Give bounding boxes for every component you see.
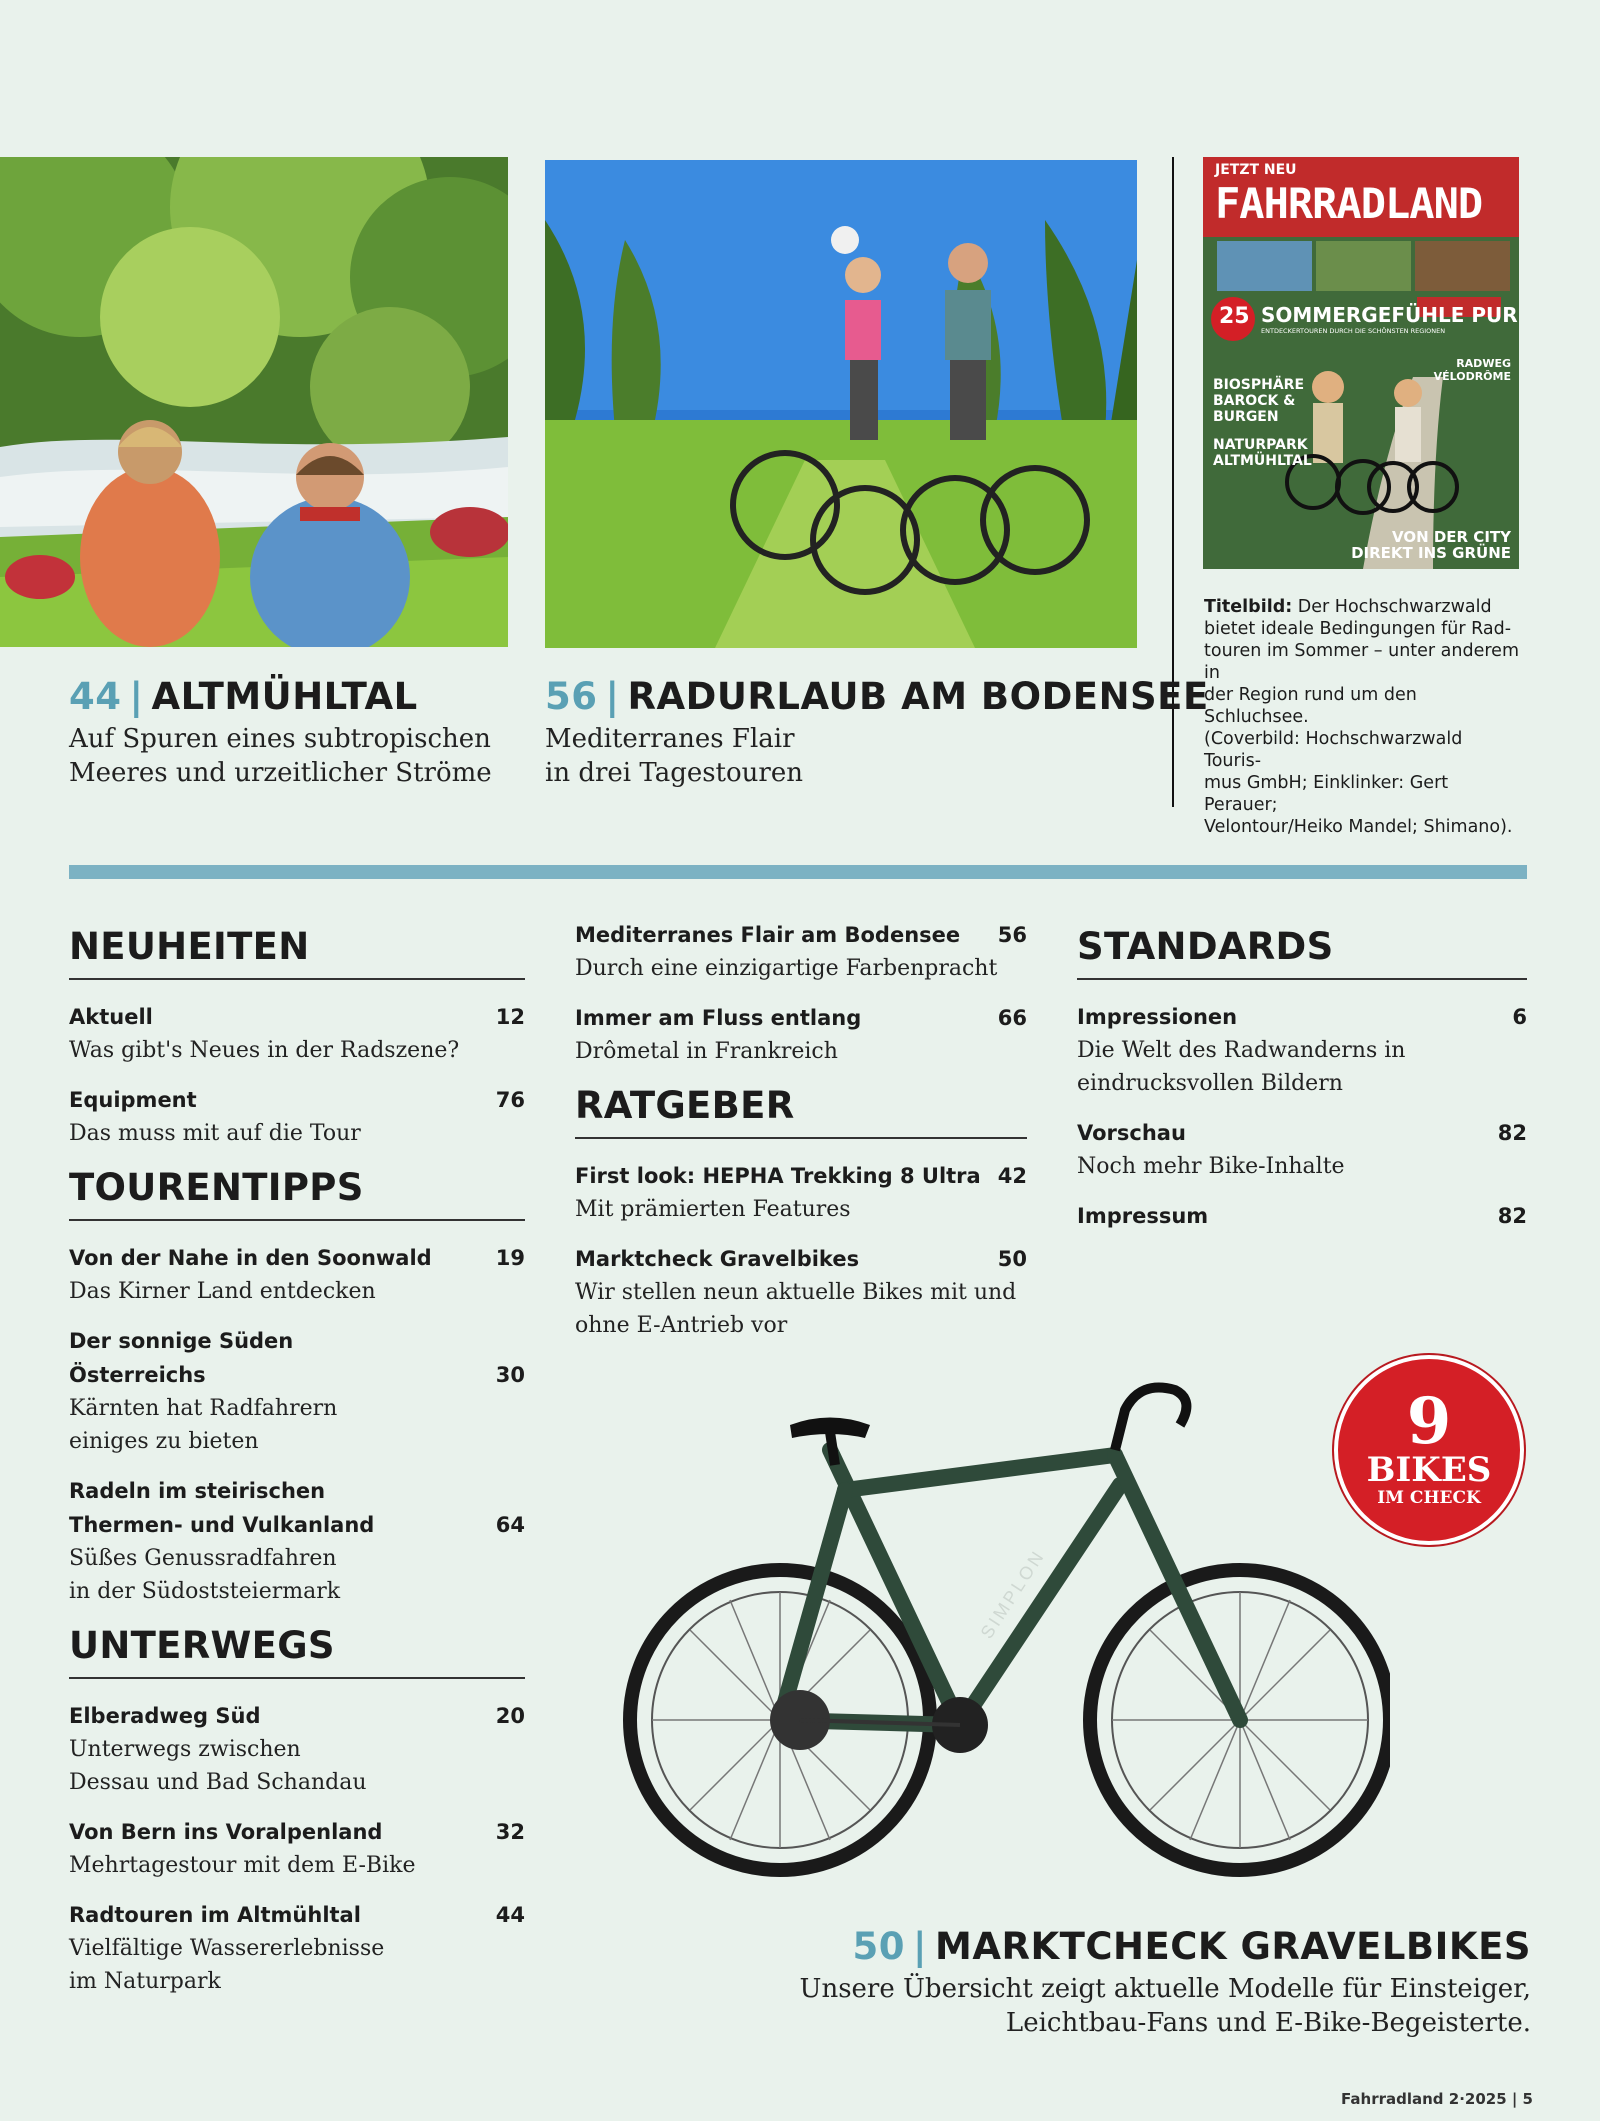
toc-entry-desc: [69, 1542, 525, 1608]
cover-sub-headline: ENTDECKERTOUREN DURCH DIE SCHÖNSTEN REGIONEN: [1261, 327, 1446, 335]
feature-bodensee[interactable]: 56 | RADURLAUB AM BODENSEE Mediterranes Flair in drei Tagestouren: [545, 675, 1209, 788]
feature-altmuehltal[interactable]: 44 | ALTMÜHLTAL Auf Spuren eines subtropischen Meeres und urzeitlicher Ströme: [69, 675, 492, 788]
toc-entry-page: 82: [1497, 1204, 1527, 1228]
cover-caption-line: touren im Sommer – unter anderem in: [1204, 641, 1519, 683]
feature-page: 50: [852, 1925, 905, 1968]
toc-entry-desc-line: Das Kirner Land entdecken: [69, 1279, 376, 1304]
cover-bottom: [1351, 529, 1511, 561]
toc-entry[interactable]: [69, 1898, 525, 1998]
toc-entry-title: [69, 1815, 382, 1849]
toc-entry-desc-line: Das muss mit auf die Tour: [69, 1121, 361, 1146]
toc-entry-title-line: Marktcheck Gravelbikes: [575, 1247, 860, 1271]
feature-title: ALTMÜHLTAL: [151, 675, 418, 718]
toc-entry-page: 44: [495, 1903, 525, 1927]
toc-entry-desc-line: Süßes Genussradfahren: [69, 1546, 337, 1571]
bike-brand: SIMPLON: [976, 1545, 1049, 1643]
cover-right-item: VÉLODRÔME: [1433, 370, 1511, 383]
toc-entry-title-line: Radtouren im Altmühltal: [69, 1903, 361, 1927]
toc-entry-title-line: Von der Nahe in den Soonwald: [69, 1246, 432, 1270]
cover-right-items: [1434, 357, 1511, 383]
toc-entry-desc-line: Durch eine einzigartige Farbenpracht: [575, 956, 998, 981]
toc-entry-title: [69, 1083, 197, 1117]
toc-entry-title: [575, 1159, 981, 1193]
feature-subtitle-line: Mediterranes Flair: [545, 724, 795, 754]
toc-entry-title: [69, 1000, 153, 1034]
section-heading: TOURENTIPPS: [69, 1166, 525, 1221]
toc-column-left: [69, 925, 525, 2014]
toc-entry-desc-line: Die Welt des Radwanderns in: [1077, 1038, 1406, 1063]
toc-entry-page: 42: [997, 1164, 1027, 1188]
toc-entry-page: 50: [997, 1247, 1027, 1271]
feature-subtitle-line: Unsere Übersicht zeigt aktuelle Modelle für Einsteiger,: [799, 1974, 1531, 2004]
toc-entry-title: [1077, 1000, 1237, 1034]
section-divider-bar: [69, 865, 1527, 879]
feature-marktcheck[interactable]: 50 | MARKTCHECK GRAVELBIKES Unsere Übersicht zeigt aktuelle Modelle für Einsteiger, Leichtbau-Fans und E-Bike-Begeisterte.: [799, 1925, 1531, 2038]
toc-entry-title-line: Österreichs: [69, 1363, 206, 1387]
toc-entry-desc-line: im Naturpark: [69, 1969, 221, 1994]
cover-left-item: NATURPARK: [1213, 437, 1308, 453]
toc-entry-title: [69, 1474, 374, 1542]
toc-entry-page: 32: [495, 1820, 525, 1844]
feature-page: 44: [69, 675, 122, 718]
feature-subtitle-line: Auf Spuren eines subtropischen: [69, 724, 491, 754]
feature-subtitle-line: Meeres und urzeitlicher Ströme: [69, 758, 492, 788]
toc-entry[interactable]: [1077, 1199, 1527, 1233]
toc-entry-desc: [575, 1035, 1027, 1068]
toc-entry-desc-line: Was gibt's Neues in der Radszene?: [69, 1038, 460, 1063]
toc-entry[interactable]: [575, 1242, 1027, 1342]
toc-entry-desc: [69, 1392, 525, 1458]
cover-caption-line: mus GmbH; Einklinker: Gert Perauer;: [1204, 773, 1449, 815]
badge-word: BIKES: [1366, 1450, 1492, 1490]
cover-caption: [1204, 596, 1524, 838]
toc-entry-desc: [69, 1275, 525, 1308]
cover-caption-lead: Titelbild:: [1204, 597, 1293, 617]
toc-entry-desc-line: Wir stellen neun aktuelle Bikes mit und: [575, 1280, 1017, 1305]
toc-entry[interactable]: [1077, 1000, 1527, 1100]
cover-badge: JETZT NEU: [1211, 161, 1301, 179]
toc-section: [575, 918, 1027, 1068]
bodensee-photo: [545, 160, 1137, 648]
cover-right-item: RADWEG: [1456, 357, 1511, 370]
toc-entry-page: 76: [495, 1088, 525, 1112]
toc-column-right: [1077, 925, 1527, 1249]
section-heading: STANDARDS: [1077, 925, 1527, 980]
toc-entry-desc-line: eindrucksvollen Bildern: [1077, 1071, 1343, 1096]
cover-left-item: BIOSPHÄRE: [1213, 377, 1305, 393]
cover-caption-line: der Region rund um den Schluchsee.: [1204, 685, 1417, 727]
toc-entry-page: 66: [997, 1006, 1027, 1030]
cover-bottom-line: DIREKT INS GRÜNE: [1351, 544, 1511, 562]
toc-entry-title: [1077, 1199, 1208, 1233]
toc-entry-desc: [69, 1932, 525, 1998]
toc-entry-desc-line: Mit prämierten Features: [575, 1197, 851, 1222]
cover-caption-line: Velontour/Heiko Mandel; Shimano).: [1204, 817, 1513, 837]
magazine-cover: [1203, 157, 1519, 569]
toc-entry-desc-line: ohne E-Antrieb vor: [575, 1313, 788, 1338]
toc-entry-desc-line: Dessau und Bad Schandau: [69, 1770, 367, 1795]
toc-entry-title-line: Mediterranes Flair am Bodensee: [575, 923, 961, 947]
toc-entry[interactable]: [69, 1083, 525, 1150]
feature-title: MARKTCHECK GRAVELBIKES: [935, 1925, 1531, 1968]
toc-entry-desc-line: Mehrtagestour mit dem E-Bike: [69, 1853, 416, 1878]
toc-entry-title: [69, 1324, 293, 1392]
toc-entry-desc-line: in der Südoststeiermark: [69, 1579, 341, 1604]
toc-entry[interactable]: [69, 1815, 525, 1882]
toc-entry-title: [1077, 1116, 1186, 1150]
toc-entry-title: [69, 1241, 432, 1275]
toc-entry[interactable]: [1077, 1116, 1527, 1183]
toc-section: [69, 925, 525, 1150]
cover-count: 25: [1219, 304, 1250, 329]
cover-headline: SOMMERGEFÜHLE PUR: [1261, 303, 1518, 327]
toc-entry-title-line: Aktuell: [69, 1005, 153, 1029]
toc-section: [69, 1166, 525, 1608]
cover-left-item: BURGEN: [1213, 409, 1279, 425]
feature-title: RADURLAUB AM BODENSEE: [627, 675, 1209, 718]
toc-entry-title: [69, 1898, 361, 1932]
toc-entry-desc: [69, 1117, 525, 1150]
toc-entry-desc: [575, 952, 1027, 985]
cover-title: FAHRRADLAND: [1215, 179, 1483, 228]
feature-subtitle-line: in drei Tagestouren: [545, 758, 803, 788]
cover-left-item: ALTMÜHLTAL: [1213, 453, 1312, 469]
toc-entry-desc-line: einiges zu bieten: [69, 1429, 259, 1454]
toc-entry-title-line: Elberadweg Süd: [69, 1704, 261, 1728]
altmuehltal-photo: [0, 157, 508, 647]
cover-caption-line: Der Hochschwarzwald: [1292, 597, 1492, 617]
toc-entry-desc: [575, 1276, 1027, 1342]
toc-column-middle: [575, 918, 1027, 1358]
toc-entry-page: 20: [495, 1704, 525, 1728]
feature-page: 56: [545, 675, 598, 718]
toc-entry-title-line: Impressionen: [1077, 1005, 1238, 1029]
toc-entry[interactable]: [69, 1000, 525, 1067]
page-footer: Fahrradland 2·2025 | 5: [1341, 2090, 1533, 2108]
toc-entry-desc: [575, 1193, 1027, 1226]
toc-entry-page: 6: [1512, 1005, 1527, 1029]
toc-entry-title-line: Von Bern ins Voralpenland: [69, 1820, 383, 1844]
toc-entry[interactable]: [69, 1474, 525, 1608]
toc-entry-page: 30: [495, 1363, 525, 1387]
toc-entry-desc-line: Drômetal in Frankreich: [575, 1039, 838, 1064]
toc-entry-title: [69, 1699, 260, 1733]
cover-left-item: BAROCK &: [1213, 393, 1296, 409]
gravel-bike-image: [620, 1370, 1390, 1890]
badge-number: 9: [1406, 1384, 1452, 1459]
toc-entry-title-line: Equipment: [69, 1088, 197, 1112]
section-heading: NEUHEITEN: [69, 925, 525, 980]
toc-entry-title-line: Thermen- und Vulkanland: [69, 1513, 375, 1537]
cover-caption-line: (Coverbild: Hochschwarzwald Touris-: [1204, 729, 1463, 771]
toc-entry[interactable]: [575, 1159, 1027, 1226]
cover-bottom-line: VON DER CITY: [1391, 528, 1511, 546]
cover-caption-line: bietet ideale Bedingungen für Rad-: [1204, 619, 1512, 639]
feature-subtitle-line: Leichtbau-Fans und E-Bike-Begeisterte.: [1005, 2008, 1531, 2038]
toc-entry[interactable]: [69, 1699, 525, 1799]
toc-section: [575, 1084, 1027, 1342]
toc-entry-desc-line: Kärnten hat Radfahrern: [69, 1396, 338, 1421]
toc-entry-title-line: Der sonnige Süden: [69, 1329, 294, 1353]
toc-entry[interactable]: [575, 1001, 1027, 1068]
toc-entry-desc-line: Noch mehr Bike-Inhalte: [1077, 1154, 1345, 1179]
toc-entry-desc: [1077, 1150, 1527, 1183]
toc-section: [1077, 925, 1527, 1233]
section-heading: UNTERWEGS: [69, 1624, 525, 1679]
toc-entry-title: [575, 918, 960, 952]
badge-small: IM CHECK: [1377, 1488, 1481, 1508]
toc-entry-title-line: Radeln im steirischen: [69, 1479, 326, 1503]
toc-entry-desc: [1077, 1034, 1527, 1100]
toc-entry-page: 19: [495, 1246, 525, 1270]
toc-section: [69, 1624, 525, 1998]
toc-entry-page: 12: [495, 1005, 525, 1029]
toc-entry[interactable]: [575, 918, 1027, 985]
toc-entry-page: 56: [997, 923, 1027, 947]
toc-entry-desc-line: Vielfältige Wassererlebnisse: [69, 1936, 385, 1961]
toc-entry-title: [575, 1242, 859, 1276]
toc-entry-desc: [69, 1034, 525, 1067]
toc-entry-title-line: Immer am Fluss entlang: [575, 1006, 862, 1030]
toc-entry[interactable]: [69, 1241, 525, 1308]
toc-entry-page: 82: [1497, 1121, 1527, 1145]
toc-entry-desc-line: Unterwegs zwischen: [69, 1737, 301, 1762]
toc-entry-title-line: Impressum: [1077, 1204, 1209, 1228]
toc-entry-page: 64: [495, 1513, 525, 1537]
toc-entry-desc: [69, 1733, 525, 1799]
toc-entry-title-line: Vorschau: [1077, 1121, 1186, 1145]
toc-entry[interactable]: [69, 1324, 525, 1458]
cover-left-items: [1213, 377, 1312, 469]
toc-entry-title-line: First look: HEPHA Trekking 8 Ultra: [575, 1164, 981, 1188]
section-heading: RATGEBER: [575, 1084, 1027, 1139]
toc-entry-title: [575, 1001, 861, 1035]
toc-entry-desc: [69, 1849, 525, 1882]
